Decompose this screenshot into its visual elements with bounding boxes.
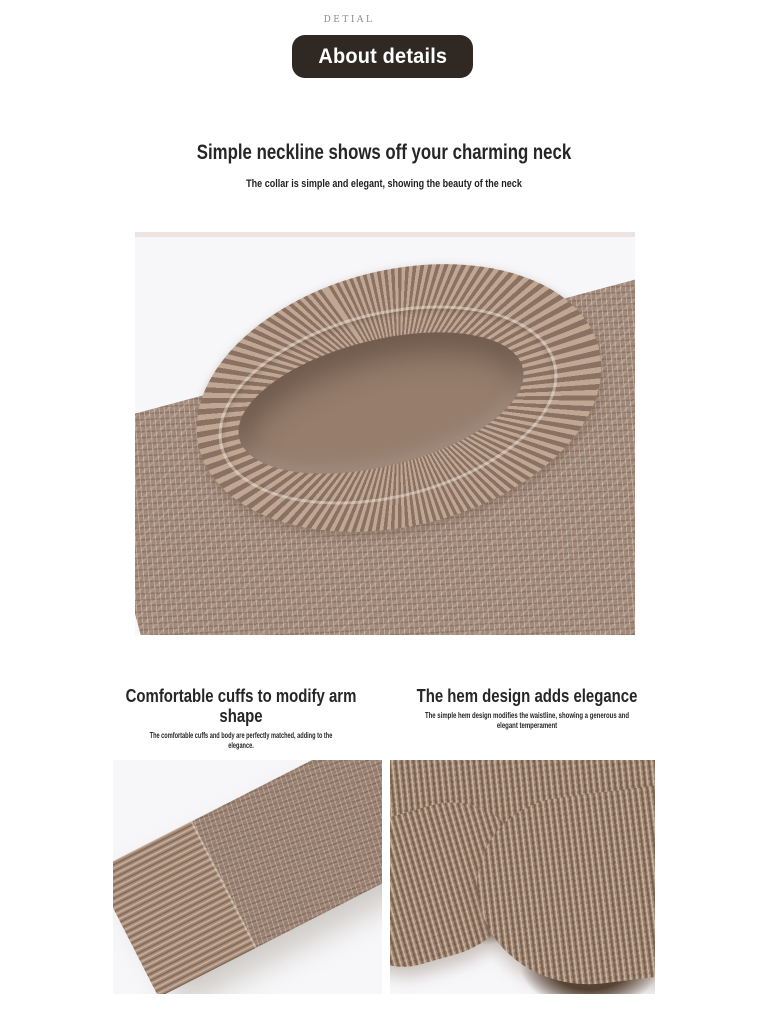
cuffs-title: Comfortable cuffs to modify arm shape [125,686,357,726]
hem-subtitle: The simple hem design modifies the waistline, showing a generous and elegant temperament [424,711,630,730]
sweater-sleeve [113,760,382,994]
cuffs-subtitle: The comfortable cuffs and body are perfectly matched, adding to the elegance. [149,731,333,750]
neckline-subtitle: The collar is simple and elegant, showing the beauty of the neck [246,178,522,190]
eyebrow-label: DETIAL [323,15,375,25]
neckline-photo [135,232,635,635]
hem-text-block [384,686,670,731]
about-details-button-label: About details [318,44,447,68]
about-details-button[interactable] [292,35,473,78]
neckline-title: Simple neckline shows off your charming neck [196,141,572,164]
hem-photo [390,760,655,994]
cuff-photo [113,760,382,994]
sweater-cuff-ribbing [113,821,257,994]
cuffs-text-block [96,686,386,751]
hem-title: The hem design adds elegance [416,686,638,706]
